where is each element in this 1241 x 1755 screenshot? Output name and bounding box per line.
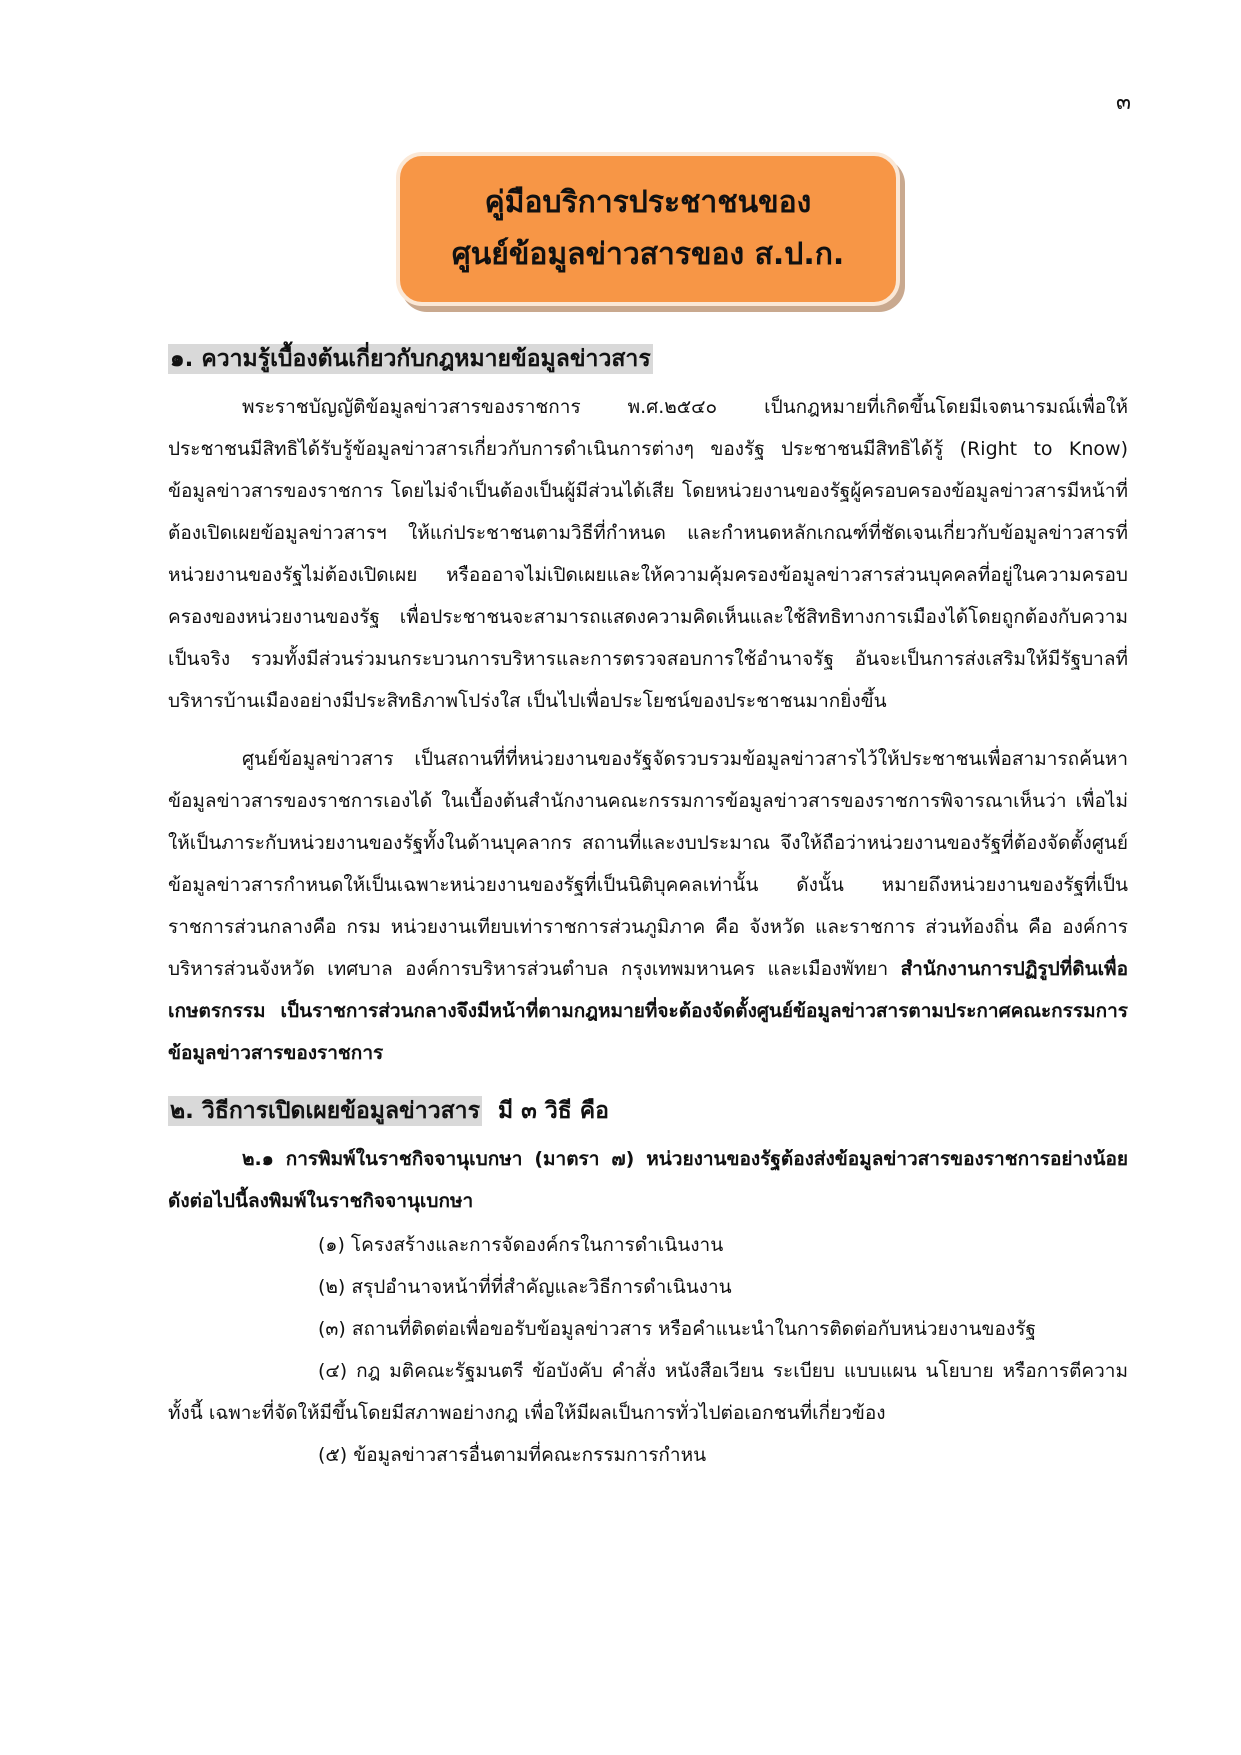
title-line-2: ศูนย์ข้อมูลข่าวสารของ ส.ป.ก. [451,237,845,272]
title-line-1: คู่มือบริการประชาชนของ [484,185,812,220]
section-1-heading [168,336,1128,382]
list-item: (๑) โครงสร้างและการจัดองค์กรในการดำเนินงาน [318,1234,724,1256]
paragraph-2-text: ศูนย์ข้อมูลข่าวสาร เป็นสถานที่ที่หน่วยงานของรัฐจัดรวบรวมข้อมูลข่าวสารไว้ให้ประชาชนเพื่อสามารถค้นหาข้อมูลข่าวสารของราชการเองได้ ในเบื้องต้นสำนักงานคณะกรรมการข้อมูลข่าวสารของราชการพิจารณาเห็นว่า เพื่อไม่ให้เป็นภาระกับหน่วยงานของรัฐทั้งในด้านบุคลากร สถานที่และงบประมาณ จึงให้ถือว่าหน่วยงานของรัฐที่ต้องจัดตั้งศูนย์ข้อมูลข่าวสารกำหนดให้เป็นเฉพาะหน่วยงานของรัฐที่เป็นนิติบุคคลเท่านั้น ดังนั้น หมายถึงหน่วยงานของรัฐที่เป็นราชการส่วนกลางคือ กรม หน่วยงานเทียบเท่าราชการส่วนภูมิภาค คือ จังหวัด และราชการ ส่วนท้องถิ่น คือ องค์การบริหารส่วนจังหวัด เทศบาล องค์การบริหารส่วนตำบล กรุงเทพมหานคร และเมืองพัทยา [168,748,1128,980]
section-2-1-heading: ๒.๑ การพิมพ์ในราชกิจจานุเบกษา (มาตรา ๗) หน่วยงานของรัฐต้องส่งข้อมูลข่าวสารของราชการอย่างน้อยดังต่อไปนี้ลงพิมพ์ในราชกิจจานุเบกษา [168,1148,1128,1212]
section-1-paragraph-2 [168,738,1128,1074]
list-item: (๒) สรุปอำนาจหน้าที่ที่สำคัญและวิธีการดำเนินงาน [318,1276,732,1298]
section-1-paragraph-1: พระราชบัญญัติข้อมูลข่าวสารของราชการ พ.ศ.๒๕๔๐ เป็นกฎหมายที่เกิดขึ้นโดยมีเจตนารมณ์เพื่อให้ประชาชนมีสิทธิได้รับรู้ข้อมูลข่าวสารเกี่ยวกับการดำเนินการต่างๆ ของรัฐ ประชาชนมีสิทธิได้รู้ (Right to Know) ข้อมูลข่าวสารของราชการ โดยไม่จำเป็นต้องเป็นผู้มีส่วนได้เสีย โดยหน่วยงานของรัฐผู้ครอบครองข้อมูลข่าวสารมีหน้าที่ต้องเปิดเผยข้อมูลข่าวสารฯ ให้แก่ประชาชนตามวิธีที่กำหนด และกำหนดหลักเกณฑ์ที่ชัดเจนเกี่ยวกับข้อมูลข่าวสารที่หน่วยงานของรัฐไม่ต้องเปิดเผย หรือออาจไม่เปิดเผยและให้ความคุ้มครองข้อมูลข่าวสารส่วนบุคคลที่อยู่ในความครอบครองของหน่วยงานของรัฐ เพื่อประชาชนจะสามารถแสดงความคิดเห็นและใช้สิทธิทางการเมืองได้โดยถูกต้องกับความเป็นจริง รวมทั้งมีส่วนร่วมนกระบวนการบริหารและการตรวจสอบการใช้อำนาจรัฐ อันจะเป็นการส่งเสริมให้มีรัฐบาลที่บริหารบ้านเมืองอย่างมีประสิทธิภาพโปร่งใส เป็นไปเพื่อประโยชน์ของประชาชนมากยิ่งขึ้น [168,396,1128,712]
section-2-heading [168,1088,1128,1134]
list-item: (๓) สถานที่ติดต่อเพื่อขอรับข้อมูลข่าวสาร หรือคำแนะนำในการติดต่อกับหน่วยงานของรัฐ [318,1318,1036,1340]
publication-list [168,1224,1128,1476]
section-1-heading-text: ๑. ความรู้เบื้องต้นเกี่ยวกับกฎหมายข้อมูลข่าวสาร [170,346,651,372]
title-box [396,152,900,306]
paragraph-2-bold-text: สำนักงานการปฏิรูปที่ดินเพื่อเกษตรกรรม เป็นราชการส่วนกลางจึงมีหน้าที่ตามกฎหมายที่จะต้องจัดตั้งศูนย์ข้อมูลข่าวสารตามประกาศคณะกรรมการข้อมูลข่าวสารของราชการ [168,958,1128,1064]
section-2-heading-text: ๒. วิธีการเปิดเผยข้อมูลข่าวสาร [170,1098,480,1124]
list-item: (๕) ข้อมูลข่าวสารอื่นตามที่คณะกรรมการกำหน [318,1444,707,1466]
section-2-heading-suffix: มี ๓ วิธี คือ [497,1098,609,1124]
page-number: ๓ [1116,90,1132,115]
document-body [168,336,1128,1476]
list-item: (๔) กฎ มติคณะรัฐมนตรี ข้อบังคับ คำสั่ง หนังสือเวียน ระเบียบ แบบแผน นโยบาย หรือการตีความ ทั้งนี้ เฉพาะที่จัดให้มีขึ้นโดยมีสภาพอย่างกฎ เพื่อให้มีผลเป็นการทั่วไปต่อเอกชนที่เกี่ยวข้อง [168,1360,1128,1424]
